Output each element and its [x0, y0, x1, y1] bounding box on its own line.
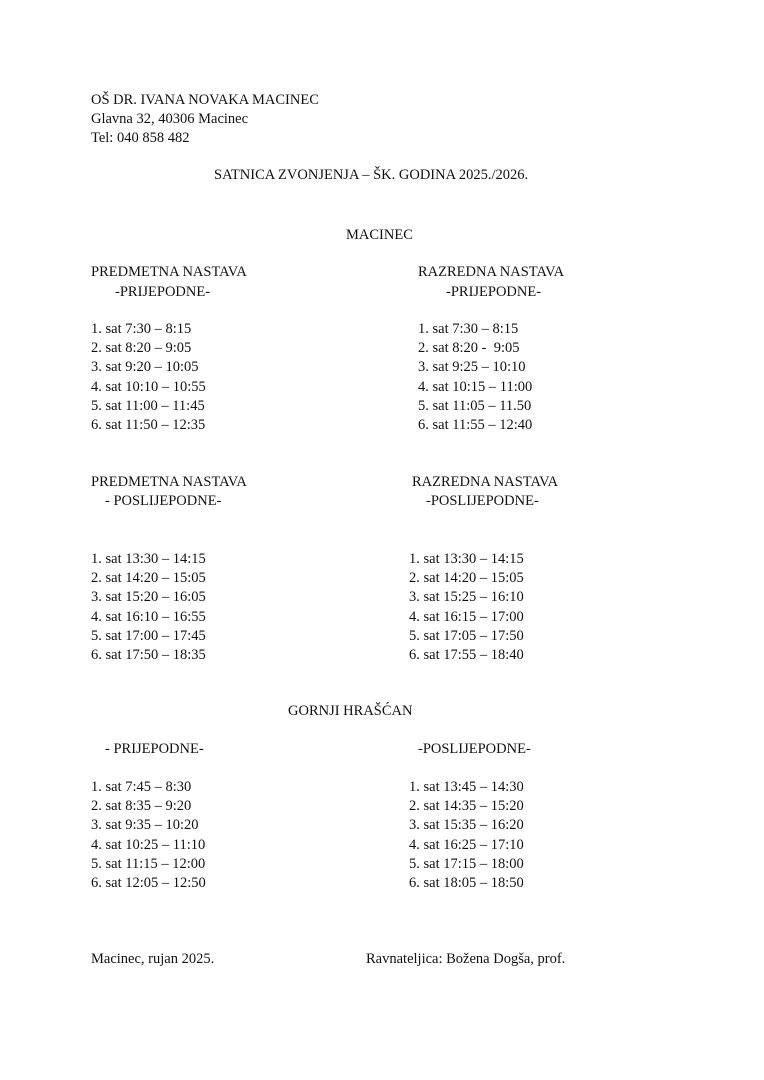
schedule-row: 4. sat 16:10 – 16:55	[91, 608, 206, 625]
schedule-row: 2. sat 8:35 – 9:20	[91, 798, 192, 815]
razredna-am-heading: RAZREDNA NASTAVA	[418, 264, 565, 280]
predmetna-pm-schedule	[91, 550, 206, 665]
schedule-row: 6. sat 12:05 – 12:50	[91, 875, 206, 892]
schedule-row: 5. sat 17:00 – 17:45	[91, 627, 206, 644]
footer-place-date: Macinec, rujan 2025.	[91, 951, 215, 967]
schedule-row: 6. sat 17:50 – 18:35	[91, 647, 206, 664]
school-phone: Tel: 040 858 482	[91, 130, 190, 146]
razredna-am-subheading: -PRIJEPODNE-	[446, 284, 542, 300]
gh-am-schedule	[91, 778, 206, 893]
schedule-row: 6. sat 17:55 – 18:40	[409, 647, 524, 664]
schedule-row: 3. sat 15:35 – 16:20	[409, 817, 524, 834]
schedule-row: 5. sat 11:15 – 12:00	[91, 855, 206, 872]
schedule-row: 2. sat 14:20 – 15:05	[91, 570, 206, 587]
school-name: OŠ DR. IVANA NOVAKA MACINEC	[91, 92, 319, 108]
schedule-row: 3. sat 9:35 – 10:20	[91, 817, 199, 834]
schedule-row: 1. sat 7:30 – 8:15	[91, 321, 192, 337]
footer-signature: Ravnateljica: Božena Dogša, prof.	[366, 951, 566, 967]
schedule-row: 4. sat 16:25 – 17:10	[409, 836, 524, 853]
schedule-row: 1. sat 13:30 – 14:15	[409, 551, 524, 567]
schedule-row: 6. sat 18:05 – 18:50	[409, 875, 524, 892]
schedule-row: 6. sat 11:50 – 12:35	[91, 417, 206, 434]
schedule-row: 5. sat 11:00 – 11:45	[91, 397, 205, 414]
razredna-pm-heading: RAZREDNA NASTAVA	[412, 474, 559, 490]
razredna-pm-schedule	[409, 550, 524, 665]
location-gornji-hrascan: GORNJI HRAŠĆAN	[288, 703, 413, 719]
razredna-am-schedule	[418, 320, 532, 435]
schedule-row: 4. sat 10:15 – 11:00	[418, 378, 533, 395]
school-address: Glavna 32, 40306 Macinec	[91, 111, 249, 127]
schedule-row: 5. sat 17:05 – 17:50	[409, 627, 524, 644]
predmetna-am-schedule	[91, 320, 206, 435]
schedule-row: 4. sat 10:10 – 10:55	[91, 378, 206, 395]
predmetna-am-heading: PREDMETNA NASTAVA	[91, 264, 247, 280]
location-macinec: MACINEC	[346, 227, 413, 243]
gh-pm-schedule	[409, 778, 524, 893]
schedule-row: 6. sat 11:55 – 12:40	[418, 417, 533, 434]
schedule-row: 2. sat 14:20 – 15:05	[409, 570, 524, 587]
schedule-row: 1. sat 13:45 – 14:30	[409, 779, 524, 795]
razredna-pm-subheading: -POSLIJEPODNE-	[426, 493, 539, 509]
schedule-row: 2. sat 8:20 - 9:05	[418, 340, 520, 357]
predmetna-pm-subheading: - POSLIJEPODNE-	[105, 493, 222, 509]
schedule-row: 2. sat 8:20 – 9:05	[91, 340, 192, 357]
schedule-row: 3. sat 9:25 – 10:10	[418, 359, 526, 376]
gh-am-subheading: - PRIJEPODNE-	[105, 741, 204, 757]
schedule-row: 4. sat 16:15 – 17:00	[409, 608, 524, 625]
schedule-row: 1. sat 13:30 – 14:15	[91, 551, 206, 567]
schedule-row: 3. sat 15:20 – 16:05	[91, 589, 206, 606]
schedule-row: 3. sat 9:20 – 10:05	[91, 359, 199, 376]
schedule-row: 5. sat 17:15 – 18:00	[409, 855, 524, 872]
schedule-row: 1. sat 7:45 – 8:30	[91, 779, 192, 795]
schedule-row: 2. sat 14:35 – 15:20	[409, 798, 524, 815]
schedule-row: 1. sat 7:30 – 8:15	[418, 321, 519, 337]
predmetna-pm-heading: PREDMETNA NASTAVA	[91, 474, 247, 490]
schedule-row: 5. sat 11:05 – 11.50	[418, 397, 532, 414]
document-title: SATNICA ZVONJENJA – ŠK. GODINA 2025./2026.	[214, 167, 529, 183]
gh-pm-subheading: -POSLIJEPODNE-	[418, 741, 531, 757]
schedule-row: 3. sat 15:25 – 16:10	[409, 589, 524, 606]
predmetna-am-subheading: -PRIJEPODNE-	[115, 284, 211, 300]
schedule-row: 4. sat 10:25 – 11:10	[91, 836, 206, 853]
